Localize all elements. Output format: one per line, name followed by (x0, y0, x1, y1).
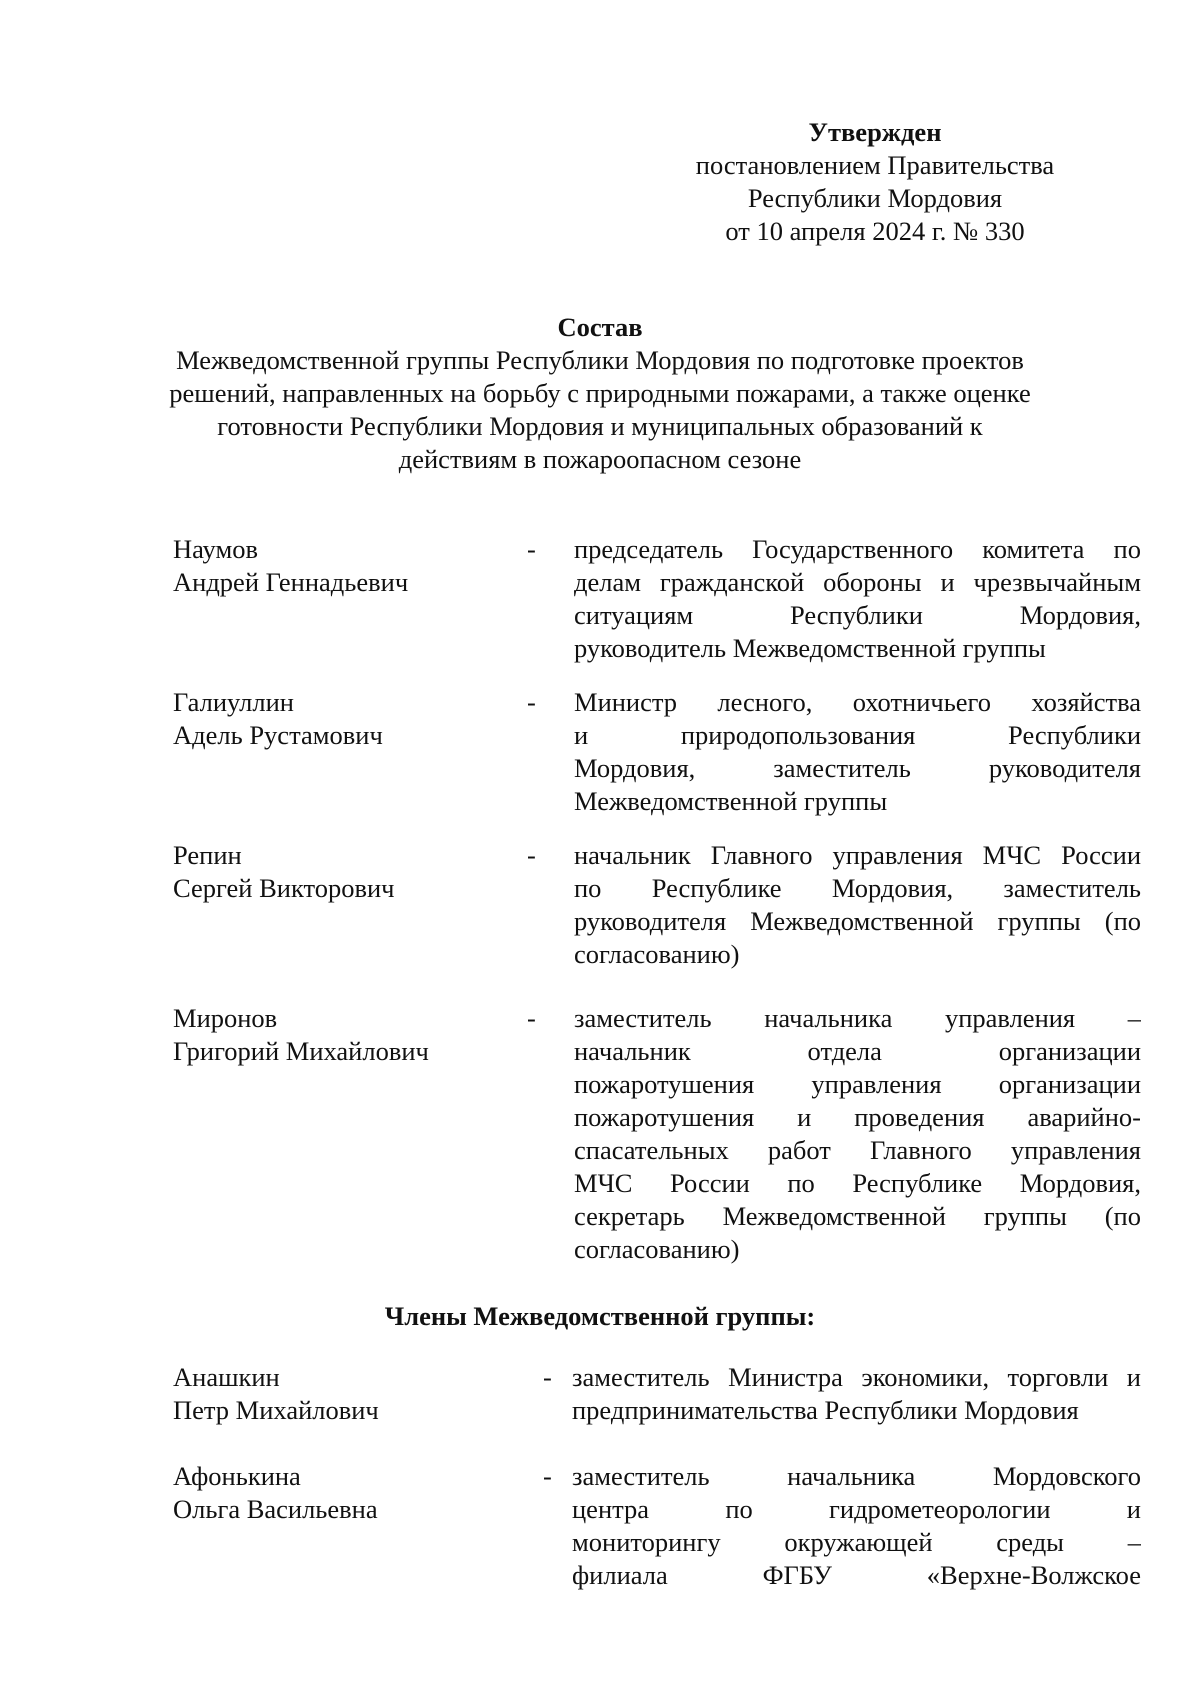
separator-dash: - (527, 1003, 536, 1033)
approval-block (640, 116, 1110, 248)
member-name (173, 533, 493, 599)
position-line: и природопользования Республики (574, 720, 1141, 750)
member-given-names: Григорий Михайлович (173, 1036, 429, 1066)
member-given-names: Сергей Викторович (173, 873, 395, 903)
position-line: МЧС России по Республике Мордовия, (574, 1168, 1141, 1198)
position-line: Межведомственной группы (574, 786, 888, 816)
member-given-names: Петр Михайлович (173, 1395, 379, 1425)
member-name (173, 839, 493, 905)
position-line: заместитель начальника управления – (574, 1003, 1141, 1033)
member-position (574, 1002, 1141, 1266)
position-line: мониторингу окружающей среды – (572, 1527, 1141, 1557)
member-surname: Галиуллин (173, 687, 294, 717)
position-line: центра по гидрометеорологии и (572, 1494, 1141, 1524)
members-heading: Члены Межведомственной группы: (384, 1301, 816, 1331)
member-surname: Афонькина (173, 1461, 301, 1491)
member-name (173, 686, 493, 752)
member-given-names: Ольга Васильевна (173, 1494, 378, 1524)
separator-dash: - (527, 840, 536, 870)
member-position (574, 839, 1141, 971)
position-line: пожаротушения управления организации (574, 1069, 1141, 1099)
member-given-names: Андрей Геннадьевич (173, 567, 409, 597)
position-line: пожаротушения и проведения аварийно- (574, 1102, 1141, 1132)
member-position (572, 1361, 1141, 1427)
position-line: руководителя Межведомственной группы (по (574, 906, 1141, 936)
approval-line: постановлением Правительства (695, 150, 1055, 180)
position-line: Мордовия, заместитель руководителя (574, 753, 1141, 783)
position-line: заместитель Министра экономики, торговли и (572, 1362, 1141, 1392)
document-subtitle-line: Межведомственной группы Республики Мордовия по подготовке проектов (176, 345, 1024, 375)
document-title-block (150, 311, 1050, 476)
position-line: секретарь Межведомственной группы (по (574, 1201, 1141, 1231)
document-subtitle-line: действиям в пожароопасном сезоне (398, 444, 802, 474)
separator-dash: - (527, 534, 536, 564)
member-position (574, 686, 1141, 818)
position-line: руководитель Межведомственной группы (574, 633, 1046, 663)
position-line: по Республике Мордовия, заместитель (574, 873, 1141, 903)
approval-date-line: от 10 апреля 2024 г. № 330 (725, 216, 1025, 246)
document-subtitle-line: готовности Республики Мордовия и муниципальных образований к (217, 411, 983, 441)
position-line: ситуациям Республики Мордовия, (574, 600, 1141, 630)
document-title: Состав (557, 312, 643, 342)
separator-dash: - (543, 1362, 552, 1392)
position-line: филиала ФГБУ «Верхне-Волжское (572, 1560, 1141, 1590)
position-line: председатель Государственного комитета по (574, 534, 1141, 564)
position-line: согласованию) (574, 1234, 740, 1264)
member-name (173, 1002, 493, 1068)
member-surname: Анашкин (173, 1362, 280, 1392)
separator-dash: - (527, 687, 536, 717)
approval-heading: Утвержден (808, 117, 942, 147)
member-name (173, 1361, 493, 1427)
member-position (574, 533, 1141, 665)
document-subtitle-line: решений, направленных на борьбу с природными пожарами, а также оценке (169, 378, 1031, 408)
position-line: Министр лесного, охотничьего хозяйства (574, 687, 1141, 717)
member-name (173, 1460, 493, 1526)
member-position (572, 1460, 1141, 1592)
approval-line: Республики Мордовия (747, 183, 1003, 213)
member-surname: Миронов (173, 1003, 278, 1033)
member-surname: Репин (173, 840, 242, 870)
position-line: делам гражданской обороны и чрезвычайным (574, 567, 1141, 597)
member-given-names: Адель Рустамович (173, 720, 383, 750)
position-line: начальник Главного управления МЧС России (574, 840, 1141, 870)
position-line: предпринимательства Республики Мордовия (572, 1395, 1079, 1425)
position-line: начальник отдела организации (574, 1036, 1141, 1066)
position-line: спасательных работ Главного управления (574, 1135, 1141, 1165)
separator-dash: - (543, 1461, 552, 1491)
position-line: заместитель начальника Мордовского (572, 1461, 1141, 1491)
position-line: согласованию) (574, 939, 740, 969)
member-surname: Наумов (173, 534, 258, 564)
